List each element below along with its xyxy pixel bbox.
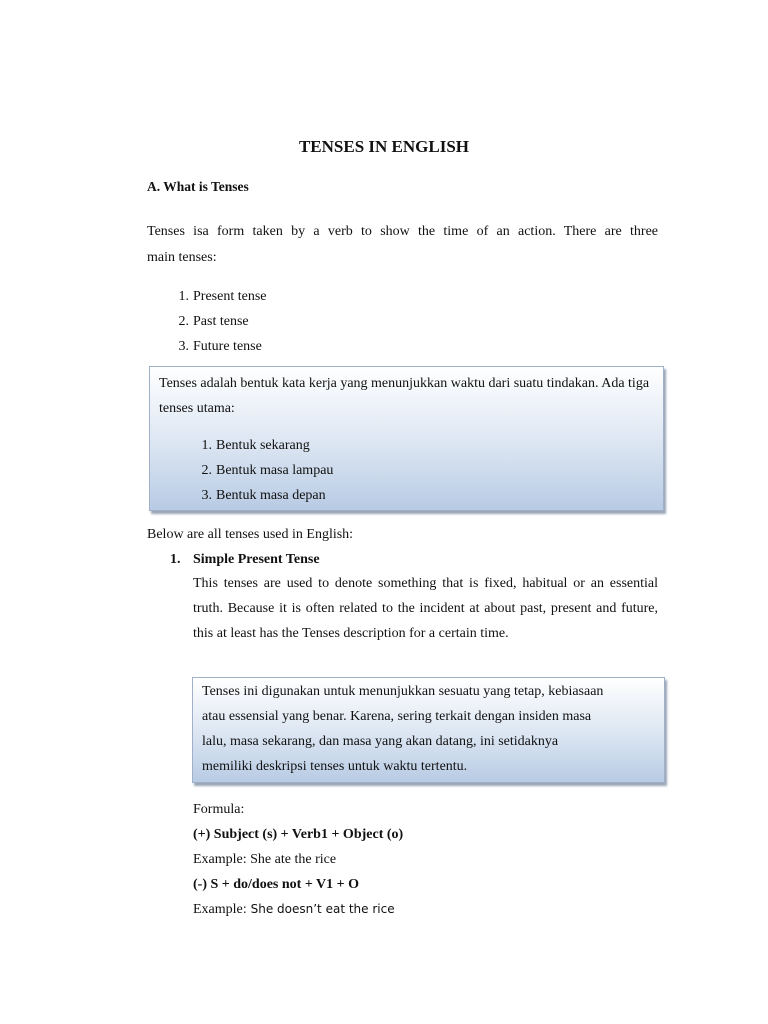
translation-box-2 [192,677,665,783]
below-text: Below are all tenses used in English: [147,527,354,542]
translation-box-1 [149,366,664,511]
translation-list [201,433,654,508]
paragraph-line: Tenses isa form taken by a verb to show the time of an action. There are three [147,224,658,239]
translation-line: Tenses ini digunakan untuk menunjukkan sesuatu yang tetap, kebiasaan [202,684,604,699]
translation-line: atau essensial yang benar. Karena, sering terkait dengan insiden masa [202,709,592,724]
example-prefix: Example [193,902,243,917]
list-item: 1. Present tense [178,289,267,304]
list-item: 3. Bentuk masa depan [201,488,326,503]
paragraph-line: main tenses: [147,250,217,265]
translation-line: lalu, masa sekarang, dan masa yang akan datang, ini setidaknya [202,734,559,749]
translation-line: memiliki deskripsi tenses untuk waktu tertentu. [202,759,468,774]
section-paragraph: This tenses are used to denote something that is fixed, habitual or an essential truth. Because it is often related to the incident at about past, present and future, this at least has the Tenses description for a certain time. [193,576,658,641]
list-item: 2. Past tense [178,314,249,329]
example-positive: Example: She ate the rice [193,852,337,867]
formula-positive: (+) Subject (s) + Verb1 + Object (o) [193,827,404,842]
document-title: TENSES IN ENGLISH [298,137,470,156]
section-number: 1. [170,552,181,567]
translation-text: Tenses adalah bentuk kata kerja yang menunjukkan waktu dari suatu tindakan. Ada tiga tenses utama: [159,376,650,416]
section-a-paragraph [147,219,658,271]
example-sentence: : She doesn’t eat the rice [242,902,395,916]
list-item: 3. Future tense [178,339,262,354]
example-negative [193,897,395,922]
section-a-heading: A. What is Tenses [147,179,249,194]
main-tenses-list [178,284,267,359]
list-item: 1. Bentuk sekarang [201,438,310,453]
formula-label: Formula: [193,802,245,817]
section-title: Simple Present Tense [193,552,320,567]
list-item: 2. Bentuk masa lampau [201,463,334,478]
formula-negative: (-) S + do/does not + V1 + O [193,877,360,892]
